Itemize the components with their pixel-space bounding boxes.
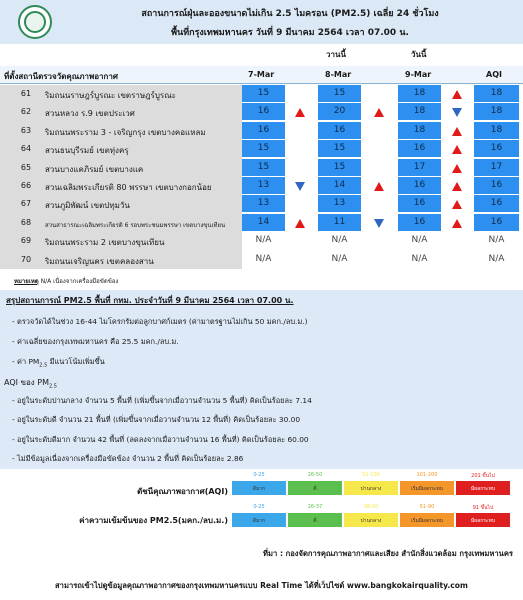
aqi-heading (4, 376, 57, 390)
table-row (0, 122, 523, 140)
station-name: ริมถนนเจริญนคร เขตคลองสาน (45, 256, 154, 266)
summary-no-data: - ไม่มีข้อมูลเนื่องจากเครื่องมือขัดข้อง จำนวน 2 พื้นที่ คิดเป็นร้อยละ 2.86 (12, 454, 244, 463)
summary-very-good: - อยู่ในระดับดีมาก จำนวน 42 พื้นที่ (ลดลงจากเมื่อวานจำนวน 16 พื้นที่) คิดเป็นร้อยละ 60.00 (12, 435, 309, 444)
station-name: สวนหลวง ร.9 เขตประเวศ (45, 109, 135, 119)
pm25-cell: 16 (398, 195, 441, 212)
station-number: 68 (20, 217, 32, 227)
logo-emblem (24, 11, 46, 33)
pm25-cell: N/A (331, 235, 348, 246)
arrow-up-icon (374, 108, 384, 117)
table-row (0, 232, 523, 250)
station-name: สวนธนบุรีรมย์ เขตทุ่งครุ (45, 146, 129, 156)
station-name: สวนเฉลิมพระเกียรติ 80 พรรษา เขตบางกอกน้อย (45, 183, 212, 192)
legend-swatch: เริ่มมีผลกระทบ (400, 481, 454, 495)
legend-swatch: ปานกลาง (344, 481, 398, 495)
table-header (0, 66, 523, 84)
legend-range: 201 ขึ้นไป (471, 473, 495, 479)
summary-trend-prefix: - ค่า PM (12, 357, 40, 366)
pm25-cell: 15 (242, 159, 285, 176)
legend-swatch: เริ่มมีผลกระทบ (400, 513, 454, 527)
legend-range: 0-25 (253, 472, 265, 478)
aqi-heading-prefix: AQI ของ PM (4, 378, 49, 387)
summary-trend-sub: 2.5 (39, 362, 48, 369)
pm25-cell: 15 (318, 85, 361, 102)
legend-swatch: ดีมาก (232, 481, 286, 495)
arrow-up-icon (452, 127, 462, 136)
station-number: 67 (20, 199, 32, 209)
aqi-cell: 18 (474, 103, 519, 120)
aqi-cell: 17 (474, 159, 519, 176)
date-column-header-2: 8-Mar (325, 70, 352, 79)
station-number: 65 (20, 162, 32, 172)
legend-swatch: ดี (288, 513, 342, 527)
aqi-cell: 16 (474, 177, 519, 194)
report-title: สถานการณ์ฝุ่นละอองขนาดไม่เกิน 2.5 ไมครอน (PM2.5) เฉลี่ย 24 ชั่วโมง (141, 9, 439, 19)
report-header (0, 0, 523, 44)
note-text: N/A เนื่องจากเครื่องมือขัดข้อง (40, 278, 119, 285)
arrow-up-icon (295, 219, 305, 228)
today-label: วันนี้ (411, 50, 427, 59)
legend-range: 26-37 (307, 504, 323, 510)
pm25-cell: 14 (242, 214, 285, 231)
station-number: 63 (20, 125, 32, 135)
aqi-cell: N/A (488, 235, 505, 246)
yesterday-label: วานนี้ (326, 50, 346, 59)
arrow-up-icon (295, 108, 305, 117)
pm25-cell: 15 (242, 85, 285, 102)
pm25-cell: 18 (398, 122, 441, 139)
arrow-up-icon (374, 182, 384, 191)
pm25-cell: 13 (242, 177, 285, 194)
table-row (0, 214, 523, 232)
aqi-heading-sub: 2.5 (48, 383, 57, 390)
pm25-cell: 18 (398, 85, 441, 102)
legend-range: 38-50 (363, 504, 379, 510)
pm25-cell: 16 (398, 214, 441, 231)
pm25-cell: N/A (411, 253, 428, 264)
arrow-down-icon (452, 108, 462, 117)
legend-swatch: มีผลกระทบ (456, 513, 510, 527)
legend-range: 91 ขึ้นไป (472, 505, 494, 511)
data-source: ที่มา : กองจัดการคุณภาพอากาศและเสียง สำนักสิ่งแวดล้อม กรุงเทพมหานคร (263, 549, 513, 558)
date-column-header-1: 7-Mar (248, 70, 275, 79)
pm25-cell: 15 (242, 140, 285, 157)
pm25-cell: N/A (411, 235, 428, 246)
summary-moderate: - อยู่ในระดับปานกลาง จำนวน 5 พื้นที่ (เพิ่มขึ้นจากเมื่อวานจำนวน 5 พื้นที่) คิดเป็นร้อยละ 7.14 (12, 396, 312, 405)
aqi-cell: 16 (474, 140, 519, 157)
legend-range: 101-200 (416, 472, 438, 478)
table-row (0, 85, 523, 103)
legend-range: 26-50 (307, 472, 323, 478)
station-number: 69 (20, 236, 32, 246)
pm-legend-label: ค่าความเข้มข้นของ PM2.5(มคก./ลบ.ม.) (79, 516, 228, 525)
summary-trend-suffix: มีแนวโน้มเพิ่มขึ้น (47, 357, 105, 366)
summary-title: สรุปสถานการณ์ PM2.5 พื้นที่ กทม. ประจำวันที่ 9 มีนาคม 2564 เวลา 07.00 น. (6, 296, 294, 305)
arrow-up-icon (452, 145, 462, 154)
station-name: ริมถนนราษฎร์บูรณะ เขตราษฎร์บูรณะ (45, 91, 176, 100)
table-row (0, 251, 523, 269)
pm25-cell: 16 (242, 103, 285, 120)
station-name: สวนบางแคภิรมย์ เขตบางแค (45, 164, 144, 174)
pm25-cell: 14 (318, 177, 361, 194)
pm25-cell: N/A (331, 253, 348, 264)
summary-good: - อยู่ในระดับดี จำนวน 21 พื้นที่ (เพิ่มขึ้นจากเมื่อวานจำนวน 12 พื้นที่) คิดเป็นร้อยละ 30.00 (12, 415, 301, 424)
legend-range: 51-90 (419, 504, 435, 510)
pm25-cell: 13 (242, 195, 285, 212)
arrow-down-icon (374, 219, 384, 228)
pm25-cell: 16 (318, 122, 361, 139)
aqi-cell: 18 (474, 122, 519, 139)
aqi-cell: 16 (474, 214, 519, 231)
legend-swatch: ดี (288, 481, 342, 495)
aqi-legend-label: ดัชนีคุณภาพอากาศ(AQI) (137, 487, 228, 496)
table-row (0, 140, 523, 158)
table-row (0, 103, 523, 121)
station-number: 66 (20, 181, 32, 190)
station-number: 62 (20, 107, 32, 117)
station-name: สวนสาธารณะเฉลิมพระเกียรติ 6 รอบพระชนมพรรษา เขตบางขุนเทียน (45, 221, 226, 229)
summary-section (0, 290, 523, 469)
pm25-cell: 16 (398, 177, 441, 194)
arrow-down-icon (295, 182, 305, 191)
website-footer: สามารถเข้าไปดูข้อมูลคุณภาพอากาศของกรุงเทพมหานครแบบ Real Time ได้ที่เว็ปไซต์ www.bangkokairquality.com (55, 581, 468, 590)
arrow-up-icon (452, 182, 462, 191)
arrow-up-icon (452, 219, 462, 228)
summary-average: - ค่าเฉลี่ยของกรุงเทพมหานคร คือ 25.5 มคก./ลบ.ม. (12, 337, 179, 346)
table-row (0, 159, 523, 177)
station-name: ริมถนนพระราม 2 เขตบางขุนเทียน (45, 238, 165, 248)
arrow-up-icon (452, 200, 462, 209)
legend-swatch: ดีมาก (232, 513, 286, 527)
legend-range: 51-100 (362, 472, 380, 478)
summary-range: - ตรวจวัดได้ในช่วง 16-44 ไมโครกรัมต่อลูกบาศก์เมตร (ค่ามาตรฐานไม่เกิน 50 มคก./ลบ.ม.) (12, 317, 308, 326)
station-number: 64 (20, 144, 32, 154)
legend-swatch: ปานกลาง (344, 513, 398, 527)
station-number: 70 (20, 254, 32, 264)
pm25-cell: 13 (318, 195, 361, 212)
aqi-cell: 18 (474, 85, 519, 102)
note-label: หมายเหตุ (14, 278, 39, 285)
station-number: 61 (20, 89, 32, 98)
aqi-cell: N/A (488, 253, 505, 264)
pm25-cell: 16 (242, 122, 285, 139)
pm25-cell: 15 (318, 159, 361, 176)
station-name: สวนภูมิพัฒน์ เขตปทุมวัน (45, 201, 130, 211)
arrow-up-icon (452, 164, 462, 173)
date-column-header-3: 9-Mar (405, 70, 432, 79)
station-name: ริมถนนพระราม 3 - เจริญกรุง เขตบางคอแหลม (45, 127, 206, 137)
pm25-cell: N/A (255, 235, 272, 246)
station-column-header: ที่ตั้งสถานีตรวจวัดคุณภาพอากาศ (4, 72, 118, 81)
bma-logo (18, 5, 52, 39)
pm25-cell: 20 (318, 103, 361, 120)
table-row (0, 195, 523, 213)
arrow-up-icon (452, 90, 462, 99)
aqi-cell: 16 (474, 195, 519, 212)
pm25-cell: 18 (398, 103, 441, 120)
legend-section (0, 469, 523, 554)
legend-swatch: มีผลกระทบ (456, 481, 510, 495)
legend-range: 0-25 (253, 504, 265, 510)
pm25-cell: 17 (398, 159, 441, 176)
summary-trend (12, 356, 105, 368)
report-subtitle: พื้นที่กรุงเทพมหานคร วันที่ 9 มีนาคม 2564 เวลา 07.00 น. (171, 28, 409, 38)
pm25-cell: 15 (318, 140, 361, 157)
pm25-cell: 16 (398, 140, 441, 157)
pm25-cell: N/A (255, 253, 272, 264)
pm25-cell: 11 (318, 214, 361, 231)
table-row (0, 177, 523, 195)
table-note (14, 276, 118, 286)
aqi-column-header: AQI (486, 70, 502, 79)
